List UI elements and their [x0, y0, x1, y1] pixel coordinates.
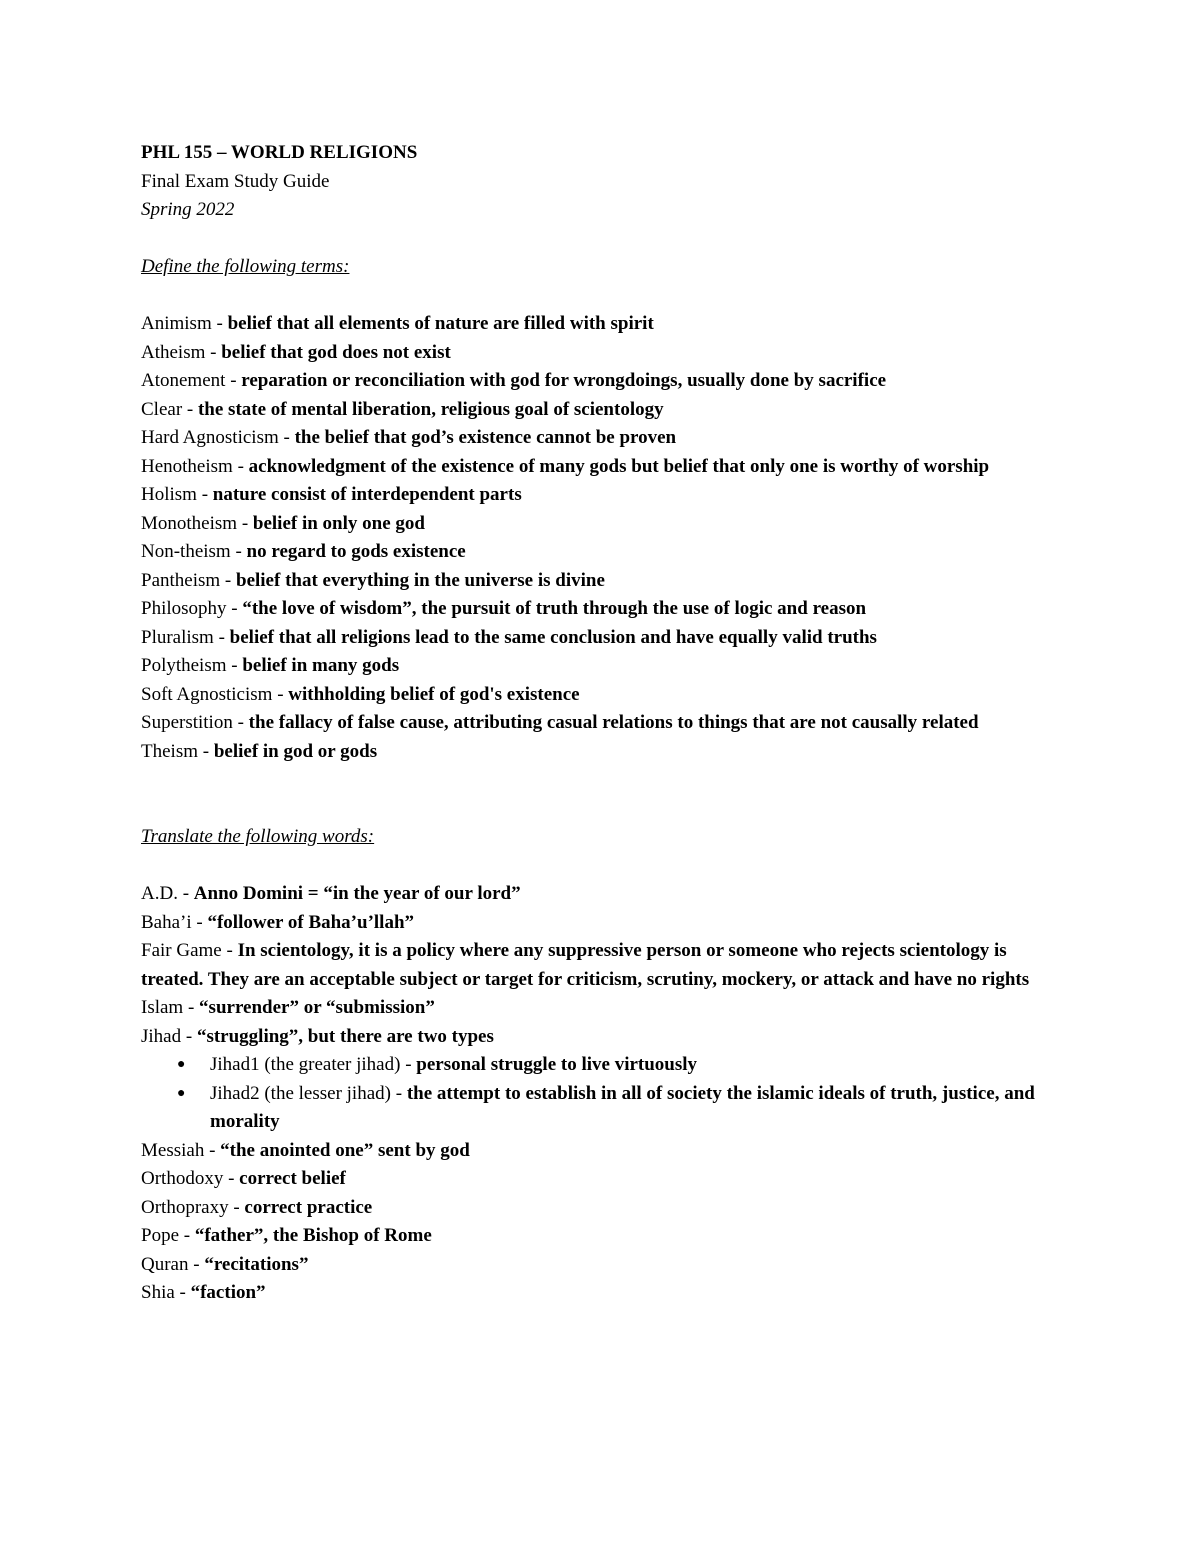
list-item: ● Jihad1 (the greater jihad) - personal struggle to live virtuously	[141, 1051, 1061, 1080]
term-definition: no regard to gods existence	[246, 541, 466, 562]
term-definition: acknowledgment of the existence of many gods but belief that only one is worthy of worship	[248, 455, 990, 477]
word-translation: “father”, the Bishop of Rome	[194, 1225, 432, 1246]
translations-list	[141, 880, 1061, 1308]
spacer	[141, 766, 1061, 823]
term-definition: belief that all elements of nature are filled with spirit	[227, 313, 654, 334]
term-definition: reparation or reconciliation with god for wrongdoings, usually done by sacrifice	[241, 370, 887, 391]
word-label: Baha’i	[141, 911, 192, 933]
term-label: Holism	[141, 484, 197, 505]
list-item: Holism - nature consist of interdependent parts	[141, 484, 522, 505]
term-label: Monotheism	[141, 512, 238, 534]
word-label: Jihad	[141, 1025, 182, 1047]
list-item: Quran - “recitations”	[141, 1253, 309, 1275]
term-label: Pluralism	[141, 626, 214, 648]
list-item: ● Jihad2 (the lesser jihad) - the attempt to establish in all of society the islamic ideals of truth, justice, and morality	[141, 1080, 1061, 1137]
bullet-icon: ●	[177, 1057, 186, 1072]
list-item: Fair Game - In scientology, it is a policy where any suppressive person or someone who rejects scientology is treated. They are an acceptable subject or target for criticism, scrutiny, mockery, or attack and have no rights	[141, 940, 1030, 990]
word-translation: “surrender” or “submission”	[199, 997, 435, 1018]
term-definition: the state of mental liberation, religious goal of scientology	[197, 398, 664, 420]
term-label: Philosophy	[141, 598, 227, 619]
term-definition: belief in god or gods	[213, 740, 378, 762]
term-label: Hard Agnosticism	[141, 427, 279, 448]
word-label: Orthopraxy	[141, 1196, 229, 1218]
word-label: Jihad2 (the lesser jihad)	[210, 1082, 391, 1104]
term-label: Atonement	[141, 370, 226, 391]
term-label: Atheism	[141, 341, 206, 363]
word-translation: personal struggle to live virtuously	[416, 1054, 698, 1075]
term-definition: belief that god does not exist	[221, 341, 451, 363]
word-translation: correct belief	[239, 1168, 346, 1189]
spacer	[141, 852, 1061, 881]
term-definition: belief in many gods	[242, 655, 400, 676]
word-label: Fair Game	[141, 940, 222, 961]
term-definition: the fallacy of false cause, attributing casual relations to things that are not causally related	[248, 712, 979, 733]
spacer	[141, 225, 1061, 254]
semester-label: Spring 2022	[141, 199, 235, 220]
section-heading-define: Define the following terms:	[141, 256, 350, 277]
word-label: Orthodoxy	[141, 1168, 224, 1189]
list-item: Baha’i - “follower of Baha’u’llah”	[141, 911, 415, 933]
list-item: Shia - “faction”	[141, 1282, 266, 1303]
list-item: Pantheism - belief that everything in the universe is divine	[141, 569, 605, 591]
list-item: Orthopraxy - correct practice	[141, 1196, 373, 1218]
word-translation: “recitations”	[204, 1253, 309, 1275]
list-item: Pope - “father”, the Bishop of Rome	[141, 1225, 432, 1246]
word-label: Pope	[141, 1225, 179, 1246]
list-item: Hard Agnosticism - the belief that god’s existence cannot be proven	[141, 427, 677, 448]
term-definition: nature consist of interdependent parts	[212, 484, 522, 505]
word-translation: “struggling”, but there are two types	[196, 1025, 494, 1047]
course-title: PHL 155 – WORLD RELIGIONS	[141, 142, 418, 163]
list-item: Animism - belief that all elements of nature are filled with spirit	[141, 313, 654, 334]
list-item: Atonement - reparation or reconciliation with god for wrongdoings, usually done by sacrifice	[141, 370, 887, 391]
list-item: Monotheism - belief in only one god	[141, 512, 425, 534]
term-label: Pantheism	[141, 569, 221, 591]
spacer	[141, 282, 1061, 311]
section-heading-translate: Translate the following words:	[141, 826, 375, 847]
list-item: Messiah - “the anointed one” sent by god	[141, 1139, 470, 1161]
list-item: Atheism - belief that god does not exist	[141, 341, 451, 363]
list-item: Non-theism - no regard to gods existence	[141, 541, 466, 562]
word-translation: In scientology, it is a policy where any suppressive person or someone who rejects scientology is treated. They are an acceptable subject or target for criticism, scrutiny, mockery, or attack and have no rights	[141, 940, 1030, 990]
word-translation: Anno Domini = “in the year of our lord”	[193, 883, 521, 904]
term-label: Superstition	[141, 712, 233, 733]
term-label: Non-theism	[141, 541, 231, 562]
definitions-list	[141, 310, 1061, 766]
list-item: Pluralism - belief that all religions lead to the same conclusion and have equally valid truths	[141, 626, 877, 648]
term-label: Animism	[141, 313, 212, 334]
list-item: Islam - “surrender” or “submission”	[141, 997, 435, 1018]
list-item: Jihad - “struggling”, but there are two types	[141, 1025, 494, 1047]
list-item: Henotheism - acknowledgment of the existence of many gods but belief that only one is worthy of worship	[141, 455, 990, 477]
term-definition: “the love of wisdom”, the pursuit of truth through the use of logic and reason	[242, 598, 867, 619]
word-label: A.D.	[141, 883, 178, 904]
list-item: Polytheism - belief in many gods	[141, 655, 400, 676]
list-item: A.D. - Anno Domini = “in the year of our lord”	[141, 883, 521, 904]
word-translation: the attempt to establish in all of society the islamic ideals of truth, justice, and morality	[210, 1082, 1035, 1132]
list-item: Philosophy - “the love of wisdom”, the pursuit of truth through the use of logic and reason	[141, 598, 867, 619]
list-item: Soft Agnosticism - withholding belief of god's existence	[141, 683, 580, 705]
word-translation: “faction”	[190, 1282, 266, 1303]
term-label: Polytheism	[141, 655, 227, 676]
word-translation: correct practice	[244, 1196, 373, 1218]
term-definition: belief in only one god	[252, 512, 425, 534]
word-label: Shia	[141, 1282, 175, 1303]
word-label: Messiah	[141, 1139, 205, 1161]
word-translation: “the anointed one” sent by god	[220, 1139, 470, 1161]
word-label: Quran	[141, 1253, 189, 1275]
list-item: Orthodoxy - correct belief	[141, 1168, 346, 1189]
term-label: Henotheism	[141, 455, 233, 477]
term-definition: belief that everything in the universe is divine	[236, 569, 605, 591]
term-label: Clear	[141, 398, 183, 420]
document-page	[141, 139, 1061, 1308]
term-definition: the belief that god’s existence cannot be proven	[294, 427, 677, 448]
word-translation: “follower of Baha’u’llah”	[207, 911, 415, 933]
term-label: Theism	[141, 740, 198, 762]
list-item: Clear - the state of mental liberation, religious goal of scientology	[141, 398, 664, 420]
list-item: Superstition - the fallacy of false cause, attributing casual relations to things that are not causally related	[141, 712, 979, 733]
word-label: Islam	[141, 997, 184, 1018]
term-label: Soft Agnosticism	[141, 683, 273, 705]
term-definition: withholding belief of god's existence	[288, 683, 580, 705]
word-label: Jihad1 (the greater jihad)	[210, 1054, 401, 1075]
jihad-sublist	[141, 1051, 1061, 1137]
term-definition: belief that all religions lead to the same conclusion and have equally valid truths	[229, 626, 877, 648]
document-title: Final Exam Study Guide	[141, 170, 330, 192]
bullet-icon: ●	[177, 1085, 186, 1101]
list-item: Theism - belief in god or gods	[141, 740, 378, 762]
